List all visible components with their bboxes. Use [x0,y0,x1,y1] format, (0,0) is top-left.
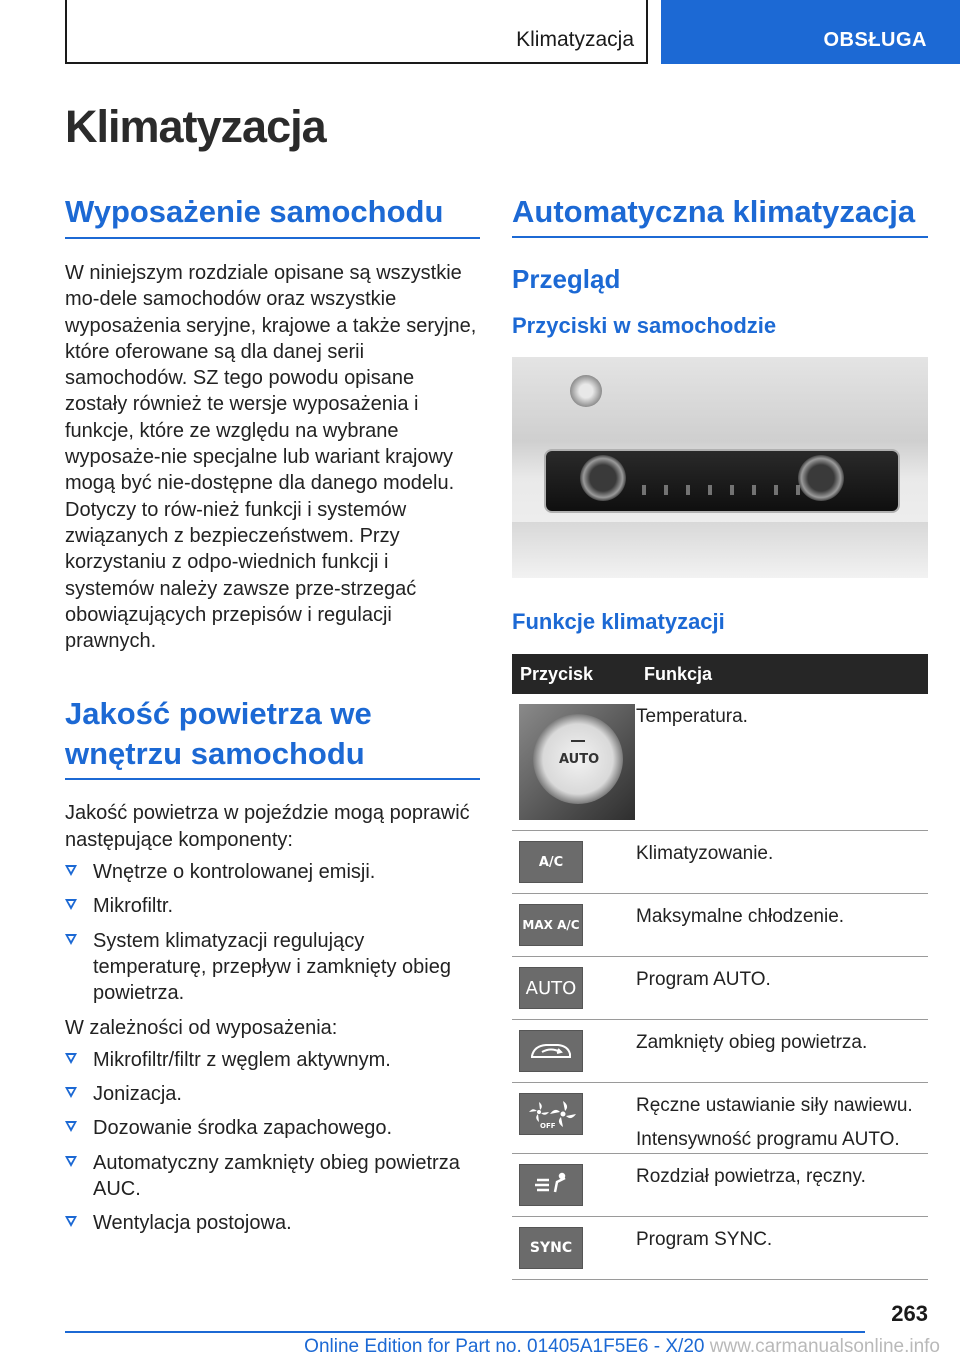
function-text: Program SYNC. [636,1229,773,1250]
table-row [512,894,928,957]
list-item: Dozowanie środka zapachowego. [65,1115,480,1141]
function-text: Rozdział powietrza, ręczny. [636,1166,866,1187]
bullet-triangle-icon [65,1216,77,1227]
footer [0,1336,940,1358]
watermark: www.carmanualsonline.info [709,1336,940,1357]
bullet-triangle-icon [65,899,77,910]
subsection-buttons: Przyciski w samochodzie [512,313,777,338]
list-item: Wentylacja postojowa. [65,1210,480,1236]
function-text: Klimatyzowanie. [636,843,774,864]
table-row [512,831,928,894]
subsection-overview: Przegląd [512,264,621,294]
left-dial-icon [580,455,626,501]
header-tab-label: OBSŁUGA [823,29,927,51]
bullet-triangle-icon [65,1053,77,1064]
air-quality-intro: Jakość powietrza w pojeździe mogą poprawić następujące komponenty: [65,802,470,851]
function-text: Intensywność programu AUTO. [636,1129,900,1150]
function-text: Maksymalne chłodzenie. [636,906,845,927]
page-title: Klimatyzacja [65,101,326,152]
list-item: Wnętrze o kontrolowanej emisji. [65,859,480,885]
optional-list [65,1047,480,1237]
function-text: Zamknięty obieg powietrza. [636,1032,868,1053]
table-row [512,694,928,831]
table-header-function: Funkcja [636,654,928,694]
lower-console-shape [512,522,928,578]
function-text: Temperatura. [636,706,748,727]
table-row [512,1217,928,1280]
table-row [512,957,928,1020]
max-ac-button-icon: MAX A/C [519,904,583,946]
left-column [65,192,480,1245]
bullet-triangle-icon [65,1087,77,1098]
fan-speed-icon [519,1093,583,1135]
right-column [512,192,928,1280]
bullet-triangle-icon [65,934,77,945]
table-row [512,1020,928,1083]
temperature-dial-icon: AUTO [519,704,635,820]
list-item: System klimatyzacji regulujący temperaturę, przepływ i zamknięty obieg powietrza. [65,928,480,1007]
page-number: 263 [891,1301,928,1326]
auto-button-icon: AUTO [519,967,583,1009]
section-title-auto-ac: Automatyczna klimatyzacja [512,192,928,238]
bullet-triangle-icon [65,1156,77,1167]
components-list [65,859,480,1006]
header-section-box [65,0,648,64]
equipment-note: W zależności od wyposażenia: [65,1016,338,1039]
edition-text: Online Edition for Part no. 01405A1F5E6 - X/20 [304,1336,705,1357]
right-dial-icon [798,455,844,501]
sync-button-icon: SYNC [519,1227,583,1269]
air-distribution-icon [519,1164,583,1206]
function-text: Ręczne ustawianie siły nawiewu. [636,1095,913,1116]
ac-button-icon: A/C [519,841,583,883]
table-title: Funkcje klimatyzacji [512,609,725,634]
panel-buttons-shape [642,485,802,495]
svg-text:OFF: OFF [540,1122,556,1129]
footer-divider [65,1331,865,1333]
table-row [512,1154,928,1217]
equipment-paragraph: W niniejszym rozdziale opisane są wszystkie mo-dele samochodów oraz wszystkie wyposażenia seryjne, krajowe a także seryjne, które oferowane są dla danej serii samochodów. SZ tego powodu opisane zostały również te wersje wyposażenia i funkcje, które ze względu na wybrane wyposaże-nie specjalne lub wariant krajowy mogą być nie-dostępne dla danego modelu. Dotyczy to rów-nież funkcji i systemów związanych z bezpieczeństwem. Przy korzystaniu z odpo-wiednich funkcji i systemów należy zawsze prze-strzegać obowiązujących przepisów i regulacji prawnych. [65,262,477,653]
section-title-equipment: Wyposażenie samochodu [65,192,480,239]
list-item: Mikrofiltr/filtr z węglem aktywnym. [65,1047,480,1073]
section-title-air-quality: Jakość powietrza we wnętrzu samochodu [65,694,480,780]
list-item: Jonizacja. [65,1081,480,1107]
recirculation-icon [519,1030,583,1072]
volume-knob-icon [570,375,602,407]
climate-panel-photo [512,357,928,578]
table-header-button: Przycisk [512,654,636,694]
function-text: Program AUTO. [636,969,771,990]
bullet-triangle-icon [65,1121,77,1132]
header-tab [661,0,960,64]
list-item: Mikrofiltr. [65,893,480,919]
table-row [512,1083,928,1154]
list-item: Automatyczny zamknięty obieg powietrza AUC. [65,1150,480,1203]
bullet-triangle-icon [65,865,77,876]
functions-table [512,654,928,1280]
header-section-label: Klimatyzacja [516,28,634,51]
